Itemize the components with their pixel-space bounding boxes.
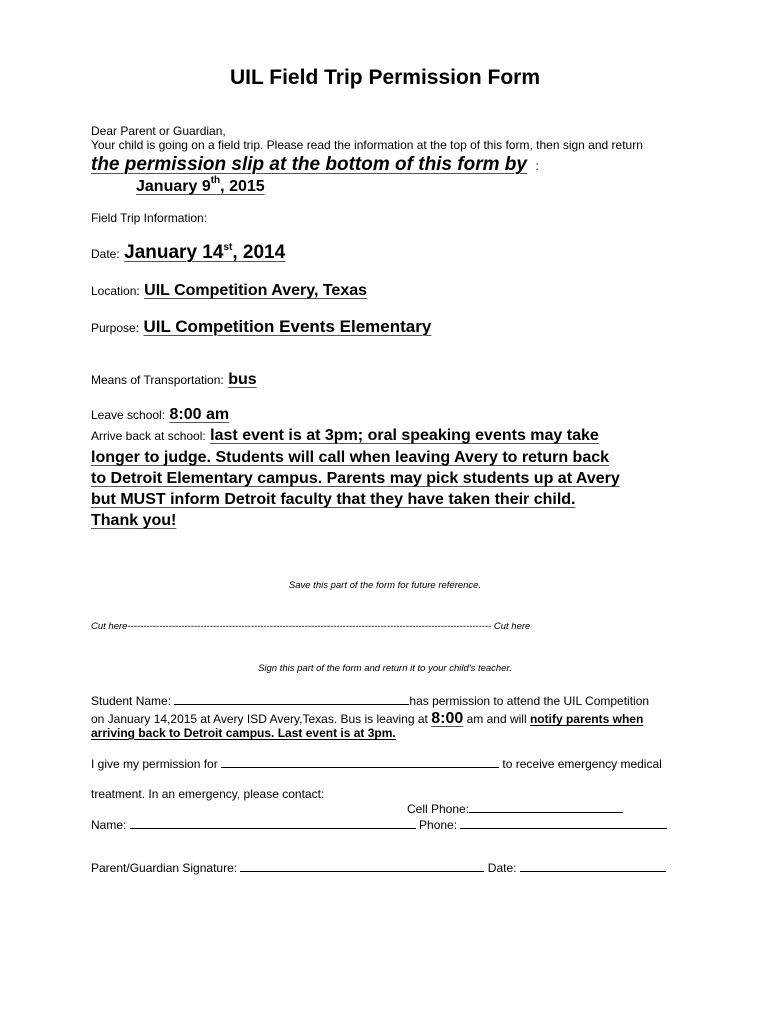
student-name-field[interactable] bbox=[174, 693, 409, 705]
contact-phone-label: Phone: bbox=[419, 818, 458, 832]
location-label: Location: bbox=[91, 284, 140, 298]
cut-line: Cut here------------------------------------------------------------------------------------------------------------------- Cut here bbox=[91, 621, 531, 632]
contact-phone-field[interactable] bbox=[460, 817, 667, 829]
return-emphasis: the permission slip at the bottom of this form by bbox=[91, 154, 527, 175]
cell-phone-label: Cell Phone: bbox=[407, 802, 470, 816]
purpose-label: Purpose: bbox=[91, 321, 140, 335]
date-value-main: January 14 bbox=[124, 242, 224, 263]
trip-location bbox=[91, 282, 367, 300]
date-label: Date: bbox=[91, 247, 120, 261]
date-value bbox=[124, 242, 285, 263]
medical-permission-label: I give my permission for bbox=[91, 757, 218, 771]
bus-time: 8:00 bbox=[431, 710, 464, 727]
purpose-value: UIL Competition Events Elementary bbox=[143, 317, 432, 336]
arrive-value-line1: last event is at 3pm; oral speaking events may take bbox=[210, 427, 599, 444]
save-note: Save this part of the form for future reference. bbox=[288, 580, 482, 591]
signature-field[interactable] bbox=[240, 860, 484, 872]
trip-leave-time bbox=[91, 406, 229, 424]
intro-line: Your child is going on a field trip. Please read the information at the top of this form, then sign and return bbox=[91, 138, 643, 152]
return-colon: : bbox=[535, 159, 539, 173]
medical-permission-text: to receive emergency medical bbox=[502, 757, 662, 771]
due-date bbox=[136, 175, 265, 196]
trip-date bbox=[91, 242, 285, 264]
leave-value: 8:00 am bbox=[169, 406, 230, 423]
student-name-label: Student Name: bbox=[91, 694, 172, 708]
contact-name-label: Name: bbox=[91, 818, 127, 832]
trip-arrive bbox=[91, 427, 599, 445]
notify-text: notify parents when bbox=[529, 712, 644, 726]
trip-transportation bbox=[91, 371, 257, 389]
arrive-value-continued bbox=[91, 447, 691, 531]
trip-info-heading: Field Trip Information: bbox=[91, 211, 208, 225]
page-title: UIL Field Trip Permission Form bbox=[229, 66, 540, 89]
student-name-row bbox=[91, 693, 649, 708]
sign-note: Sign this part of the form and return it to your child's teacher. bbox=[258, 663, 512, 674]
contact-row bbox=[91, 817, 667, 832]
location-value: UIL Competition Avery, Texas bbox=[144, 282, 368, 299]
contact-name-field[interactable] bbox=[130, 817, 416, 829]
cell-phone-field[interactable] bbox=[469, 801, 623, 813]
emergency-contact-heading: treatment. In an emergency, please contact: bbox=[91, 787, 325, 801]
arrive-value-line4: but MUST inform Detroit faculty that they have taken their child. bbox=[91, 491, 576, 508]
bus-details-text: on January 14,2015 at Avery ISD Avery,Texas. Bus is leaving at bbox=[91, 712, 428, 726]
date-value-year: , 2014 bbox=[232, 242, 286, 263]
trip-purpose bbox=[91, 317, 431, 337]
student-permission-text: has permission to attend the UIL Competition bbox=[409, 694, 650, 708]
return-instruction bbox=[91, 154, 539, 176]
greeting: Dear Parent or Guardian, bbox=[91, 124, 226, 138]
cell-phone-row bbox=[407, 801, 623, 816]
transport-value: bus bbox=[228, 371, 257, 388]
signature-row bbox=[91, 860, 666, 875]
medical-permission-field[interactable] bbox=[221, 756, 499, 768]
signature-date-label: Date: bbox=[487, 861, 517, 875]
arrive-value-line5: Thank you! bbox=[91, 512, 177, 529]
transport-label: Means of Transportation: bbox=[91, 373, 224, 387]
signature-date-field[interactable] bbox=[520, 860, 666, 872]
arrive-value-line2: longer to judge. Students will call when leaving Avery to return back bbox=[91, 449, 610, 466]
due-date-sup: th bbox=[210, 175, 221, 186]
medical-permission-row bbox=[91, 756, 662, 771]
due-date-year: , 2015 bbox=[220, 178, 265, 195]
due-date-main: January 9 bbox=[136, 178, 211, 195]
arrive-label: Arrive back at school: bbox=[91, 429, 206, 443]
arrive-value-line3: to Detroit Elementary campus. Parents may pick students up at Avery bbox=[91, 470, 620, 487]
arrival-notice: arriving back to Detroit campus. Last event is at 3pm. bbox=[91, 726, 396, 740]
signature-label: Parent/Guardian Signature: bbox=[91, 861, 238, 875]
bus-details-mid: am and will bbox=[466, 712, 527, 726]
date-value-sup: st bbox=[223, 242, 233, 253]
leave-label: Leave school: bbox=[91, 408, 166, 422]
